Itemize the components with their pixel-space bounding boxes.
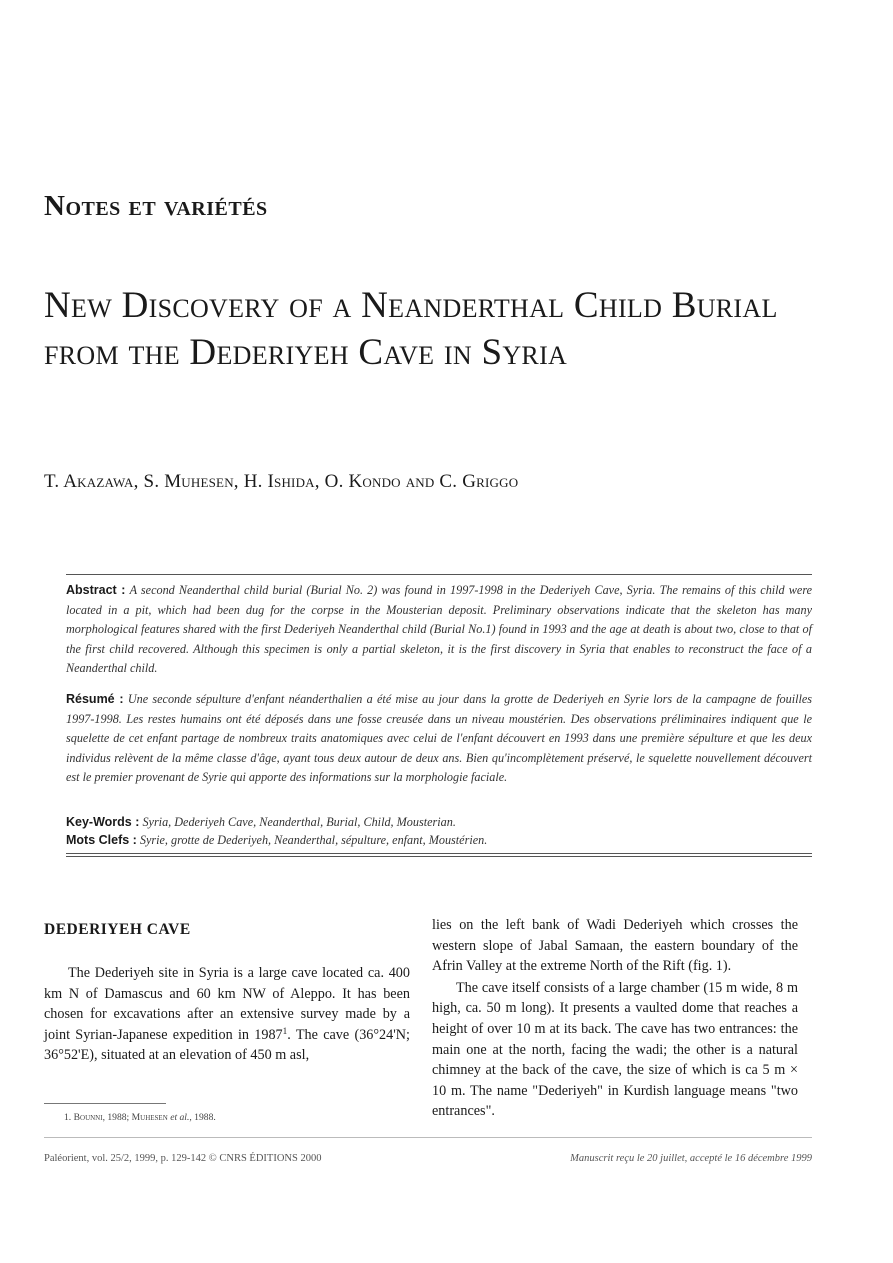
article-title: New Discovery of a Neanderthal Child Burial from the Dederiyeh Cave in Syria xyxy=(44,285,778,373)
paragraph-1-text-b: . The cave (36°24'N; 36°52'E), situated at an elevation of 450 m asl, xyxy=(44,1026,410,1064)
paragraph-1-text-a: The Dederiyeh site in Syria is a large cave located ca. 400 km N of Damascus and 60 km NW of Aleppo. It has been chosen for excavations after an extensive survey made by a joint Syrian-Japanese expedition in 1987 xyxy=(44,965,410,1043)
abstract-text: A second Neanderthal child burial (Burial No. 2) was found in 1997-1998 in the Dederiyeh Cave, Syria. The remains of this child were located in a pit, which had been dug for the corpse in the Mousterian deposit. Preliminary observations indicate that the skeleton has many morphological features shared with the first Dederiyeh Neanderthal child (Burial No.1) found in 1993 and the age at death is about two, close to that of the first child recovered. Although this specimen is only a partial skeleton, it is the first discovery in Syria that enables to reconstruct the face of a Neanderthal child. xyxy=(66,583,813,676)
authors-text: T. Akazawa, S. Muhesen, H. Ishida, O. Kondo and C. Griggo xyxy=(44,471,519,492)
paragraph-3: The cave itself consists of a large chamber (15 m wide, 8 m high, ca. 50 m long). It presents a vaulted dome that reaches a height of over 10 m at its back. The cave has two entrances: the main one at the north, facing the wadi; the other is a natural chimney at the back of the cave, the size of which is ca 5 m × 10 m. The name "Dederiyeh" in Kurdish language means "two entrances". xyxy=(432,979,798,1120)
abstract-top-rule xyxy=(66,574,812,575)
footnote-rule xyxy=(44,1103,166,1104)
right-column xyxy=(432,915,798,1122)
abstract-bottom-rule-2 xyxy=(66,856,812,857)
footnote-ref-author-2: Muhesen xyxy=(131,1112,168,1123)
resume xyxy=(66,690,812,788)
mots-clefs-label: Mots Clefs : xyxy=(66,833,137,847)
footnote-etal: et al. xyxy=(170,1112,190,1123)
mots-clefs-text: Syrie, grotte de Dederiyeh, Neanderthal, sépulture, enfant, Moustérien. xyxy=(139,833,488,847)
left-column xyxy=(44,963,410,1066)
footnote-ref-author-1: Bounni xyxy=(73,1112,103,1123)
keywords xyxy=(66,813,812,831)
mots-clefs xyxy=(66,831,812,849)
footer-citation: Paléorient, vol. 25/2, 1999, p. 129-142 © CNRS ÉDITIONS 2000 xyxy=(44,1153,322,1164)
keywords-label: Key-Words : xyxy=(66,815,140,829)
footnote-ref-1[interactable]: 1 xyxy=(282,1025,288,1036)
footnote-1 xyxy=(64,1112,216,1123)
keywords-text: Syria, Dederiyeh Cave, Neanderthal, Burial, Child, Mousterian. xyxy=(142,815,456,829)
footer-rule xyxy=(44,1137,812,1138)
paragraph-2: lies on the left bank of Wadi Dederiyeh which crosses the western slope of Jabal Samaan, the eastern boundary of the Afrin Valley at the extreme North of the Rift (fig. 1). xyxy=(432,917,798,975)
resume-label: Résumé : xyxy=(66,692,124,706)
abstract-label: Abstract : xyxy=(66,583,126,597)
footer-received: Manuscrit reçu le 20 juillet, accepté le 16 décembre 1999 xyxy=(570,1153,812,1164)
footnote-number: 1. xyxy=(64,1112,72,1123)
section-label: Notes et variétés xyxy=(44,190,268,222)
section-heading-dederiyeh-cave: DEDERIYEH CAVE xyxy=(44,921,191,938)
paragraph-1 xyxy=(44,963,410,1066)
author-list xyxy=(44,471,518,493)
resume-text: Une seconde sépulture d'enfant néanderthalien a été mise au jour dans la grotte de Dederiyeh en Syrie lors de la campagne de fouilles 1997-1998. Les restes humains ont été déposés dans une fosse creusée dans un niveau moustérien. Des observations préliminaires indiquent que le squelette de cet enfant partage de nombreux traits anatomiques avec celui de l'enfant découvert en 1993 dans une première sépulture et que les deux individus relèvent de la même classe d'âge, ayant tous deux autour de deux ans. Bien qu'incomplètement préservé, le squelette nouvellement découvert est le premier provenant de Syrie qui apporte des informations sur la morphologie faciale. xyxy=(66,692,813,785)
abstract xyxy=(66,581,812,679)
abstract-bottom-rule-1 xyxy=(66,853,812,854)
footnote-ref-year-2: , 1988. xyxy=(189,1112,216,1123)
footnote-ref-year-1: , 1988; xyxy=(102,1112,132,1123)
